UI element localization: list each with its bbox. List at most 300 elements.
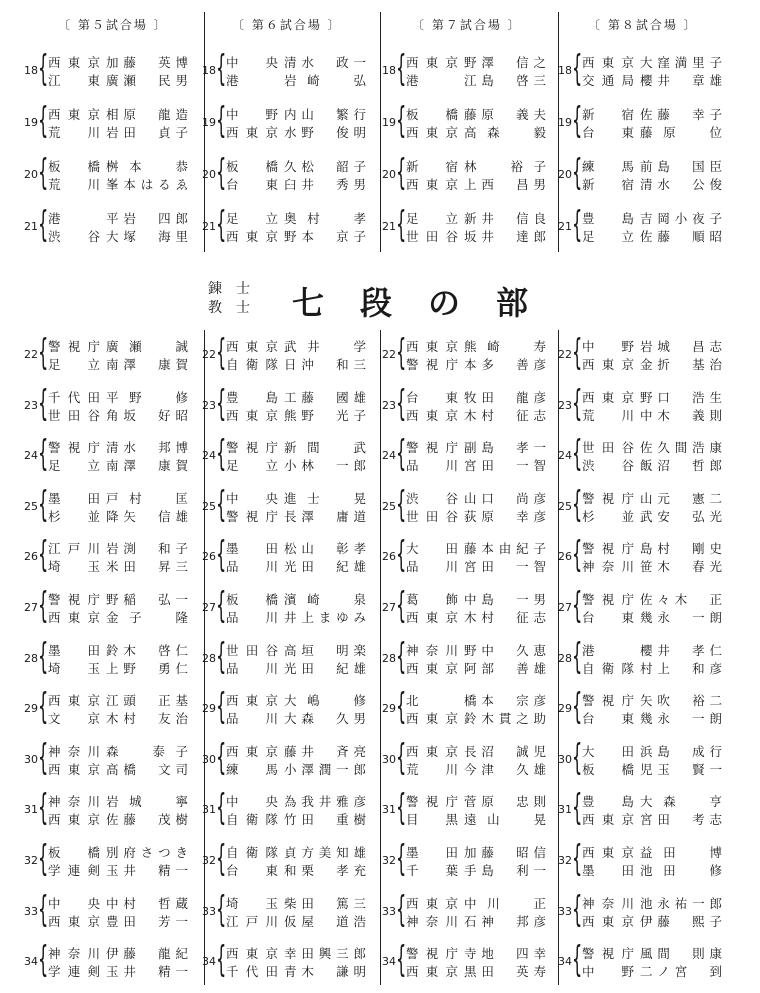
- fighter-prefecture: 警視庁: [582, 592, 634, 607]
- fighter-row: [226, 558, 366, 576]
- match-entry: [194, 787, 369, 831]
- bracket-brace: {: [396, 888, 407, 930]
- match-entry: [550, 939, 725, 983]
- fighter-row: [582, 540, 722, 558]
- fighter-prefecture: 中 央: [48, 895, 100, 911]
- fighter-prefecture: 警視庁: [406, 794, 458, 810]
- match-number: 21: [202, 220, 216, 233]
- fighter-prefecture: 渋 谷: [48, 229, 100, 244]
- fighter-prefecture: 西東京: [406, 339, 458, 354]
- venue-heading-7: 〔 第７試合場 〕: [412, 18, 522, 32]
- fighter-name: 大塚 海里: [106, 229, 188, 244]
- fighter-prefecture: 世田谷: [406, 229, 458, 244]
- match-number: 30: [382, 752, 396, 766]
- fighter-prefecture: 西東京: [582, 55, 634, 70]
- fighter-prefecture: 神奈川: [406, 642, 458, 658]
- match-number: 21: [382, 220, 396, 233]
- match-number: 20: [202, 168, 216, 181]
- match-number: 31: [558, 803, 572, 817]
- fighter-row: [406, 793, 546, 811]
- fighter-prefecture: 世田谷: [226, 642, 278, 658]
- match-number: 19: [202, 116, 216, 129]
- bracket-brace: {: [396, 635, 407, 677]
- fighter-row: [406, 407, 546, 425]
- match-number: 25: [24, 499, 38, 513]
- match-number: 30: [558, 752, 572, 766]
- fighter-prefecture: 足 立: [582, 229, 634, 244]
- fighter-name: 笹木 春光: [640, 559, 722, 575]
- fighter-prefecture: 警視庁: [582, 541, 634, 557]
- match-number: 25: [202, 499, 216, 513]
- fighter-row: [582, 793, 722, 811]
- fighter-row: [406, 660, 546, 678]
- fighter-row: [226, 439, 366, 457]
- fighter-row: [48, 158, 188, 176]
- match-number: 23: [558, 398, 572, 412]
- bracket-brace: {: [396, 48, 407, 89]
- fighter-row: [582, 176, 722, 194]
- bracket-brace: {: [572, 838, 583, 879]
- bracket-brace: {: [572, 332, 583, 373]
- match-entry: [194, 332, 369, 376]
- fighter-row: [226, 743, 366, 761]
- fighter-row: [226, 844, 366, 862]
- fighter-name: 牧田 龍彦: [464, 389, 546, 405]
- fighter-name: 大森 亨: [640, 794, 722, 810]
- match-entry: [550, 483, 725, 528]
- fighter-prefecture: 新 宿: [406, 159, 458, 174]
- bracket-brace: {: [572, 787, 583, 829]
- fighter-name: 加藤 英博: [106, 55, 188, 70]
- bracket-brace: {: [216, 787, 227, 829]
- fighter-prefecture: 新 宿: [582, 107, 634, 122]
- bracket-brace: {: [216, 48, 227, 89]
- fighter-row: [226, 228, 366, 246]
- fighter-prefecture: 荒 川: [48, 125, 100, 140]
- match-number: 27: [382, 601, 396, 614]
- fighter-row: [582, 389, 722, 407]
- fighter-prefecture: 品 川: [226, 660, 278, 676]
- bracket-brace: {: [396, 433, 407, 475]
- fighter-prefecture: 台 東: [226, 863, 278, 878]
- fighter-row: [226, 356, 366, 374]
- fighter-prefecture: 墨 田: [406, 845, 458, 860]
- fighter-row: [226, 913, 366, 931]
- fighter-prefecture: 世田谷: [582, 440, 634, 456]
- fighter-name: 宮田 考志: [640, 812, 722, 828]
- fighter-name: 中木 義則: [640, 407, 722, 423]
- fighter-row: [226, 895, 366, 913]
- venue-heading-6: 〔 第６試合場 〕: [232, 18, 342, 32]
- match-entry: [194, 686, 369, 730]
- match-number: 18: [24, 64, 38, 77]
- fighter-row: [226, 106, 366, 124]
- fighter-row: [406, 106, 546, 124]
- fighter-prefecture: 板 橋: [226, 592, 278, 607]
- fighter-name: 竹田 重樹: [284, 812, 366, 828]
- bracket-brace: {: [396, 382, 407, 424]
- match-number: 28: [24, 651, 38, 665]
- fighter-name: 遠山 晃: [464, 812, 546, 828]
- fighter-row: [582, 913, 722, 931]
- fighter-row: [582, 642, 722, 660]
- bracket-brace: {: [396, 332, 407, 373]
- fighter-prefecture: 西東京: [406, 125, 458, 140]
- fighter-prefecture: 西東京: [226, 229, 278, 244]
- match-entry: [16, 787, 191, 831]
- bracket-brace: {: [216, 534, 227, 576]
- bracket-brace: {: [572, 534, 583, 576]
- bracket-brace: {: [38, 48, 49, 89]
- fighter-row: [48, 862, 188, 880]
- fighter-name: 前島 国臣: [640, 159, 722, 174]
- fighter-name: 荻原 幸彦: [464, 508, 546, 524]
- bottom-section: [0, 330, 760, 993]
- fighter-name: 副島 孝一: [464, 440, 546, 456]
- fighter-prefecture: 台 東: [582, 711, 634, 727]
- fighter-prefecture: 西東京: [226, 743, 278, 759]
- fighter-name: 高橋 文司: [106, 761, 188, 777]
- bracket-brace: {: [572, 888, 583, 930]
- fighter-name: 森 泰子: [106, 743, 188, 759]
- fighter-row: [406, 895, 546, 913]
- rank-label-renshi: 錬 士: [208, 281, 250, 297]
- fighter-row: [582, 72, 722, 90]
- fighter-name: 藤原 位: [640, 125, 722, 140]
- fighter-prefecture: 西東京: [48, 55, 100, 70]
- fighter-prefecture: 中 野: [582, 339, 634, 354]
- match-entry: [194, 483, 369, 528]
- fighter-name: 清水 政一: [284, 55, 366, 70]
- fighter-prefecture: 大 田: [406, 541, 458, 557]
- fighter-name: 平野 修: [106, 389, 188, 405]
- match-entry: [194, 204, 369, 248]
- match-number: 27: [24, 601, 38, 614]
- fighter-row: [226, 591, 366, 609]
- match-number: 23: [24, 398, 38, 412]
- fighter-name: 中川 正: [464, 895, 546, 911]
- fighter-prefecture: 西東京: [48, 761, 100, 777]
- fighter-row: [48, 963, 188, 981]
- fighter-name: 工藤 國雄: [284, 389, 366, 405]
- fighter-prefecture: 台 東: [582, 125, 634, 140]
- fighter-row: [226, 72, 366, 90]
- fighter-name: 藤井 斉亮: [284, 743, 366, 759]
- fighter-row: [582, 945, 722, 963]
- fighter-prefecture: 葛 飾: [406, 592, 458, 607]
- fighter-prefecture: 豊 島: [582, 211, 634, 226]
- fighter-row: [582, 660, 722, 678]
- match-number: 31: [382, 803, 396, 817]
- bracket-brace: {: [38, 787, 49, 829]
- fighter-prefecture: 板 橋: [226, 159, 278, 174]
- bracket-brace: {: [216, 332, 227, 373]
- match-entry: [374, 635, 549, 680]
- fighter-name: 峯本はるゑ: [106, 177, 188, 192]
- fighter-prefecture: 千 葉: [406, 863, 458, 878]
- fighter-row: [226, 540, 366, 558]
- fighter-row: [406, 54, 546, 72]
- fighter-row: [48, 540, 188, 558]
- fighter-row: [226, 389, 366, 407]
- fighter-prefecture: 警視庁: [406, 946, 458, 962]
- fighter-prefecture: 神奈川: [48, 743, 100, 759]
- match-entry: [16, 382, 191, 427]
- fighter-name: 二ノ宮 到: [640, 964, 722, 980]
- fighter-row: [226, 407, 366, 425]
- fighter-name: 佐藤 順昭: [640, 229, 722, 244]
- fighter-prefecture: 西東京: [48, 913, 100, 929]
- fighter-name: 木村 征志: [464, 407, 546, 423]
- fighter-row: [406, 124, 546, 142]
- fighter-name: 南澤 康賀: [106, 458, 188, 474]
- fighter-name: 黒田 英寿: [464, 964, 546, 980]
- fighter-name: 水野 俊明: [284, 125, 366, 140]
- fighter-name: 金折 基治: [640, 357, 722, 372]
- fighter-prefecture: 渋 谷: [582, 458, 634, 474]
- fighter-prefecture: 品 川: [406, 559, 458, 575]
- fighter-row: [226, 811, 366, 829]
- fighter-row: [582, 710, 722, 728]
- fighter-prefecture: 西東京: [582, 812, 634, 828]
- fighter-name: 野澤 信之: [464, 55, 546, 70]
- fighter-prefecture: 自衛隊: [226, 357, 278, 372]
- match-number: 32: [382, 854, 396, 867]
- fighter-row: [226, 609, 366, 627]
- fighter-row: [406, 338, 546, 356]
- fighter-row: [48, 407, 188, 425]
- fighter-row: [406, 490, 546, 508]
- fighter-prefecture: 中 央: [226, 490, 278, 506]
- fighter-row: [582, 558, 722, 576]
- fighter-prefecture: 荒 川: [406, 761, 458, 777]
- fighter-row: [48, 439, 188, 457]
- match-entry: [16, 483, 191, 528]
- fighter-prefecture: 自衛隊: [582, 660, 634, 676]
- bracket-brace: {: [572, 635, 583, 677]
- fighter-name: 矢吹 裕二: [640, 693, 722, 709]
- fighter-row: [582, 158, 722, 176]
- match-number: 29: [24, 702, 38, 716]
- fighter-name: 玉井 精一: [106, 964, 188, 980]
- fighter-name: 上野 勇仁: [106, 660, 188, 676]
- fighter-row: [582, 338, 722, 356]
- fighter-prefecture: 西東京: [406, 55, 458, 70]
- fighter-name: 大窪満里子: [640, 55, 722, 70]
- fighter-name: 山口 尚彦: [464, 490, 546, 506]
- match-number: 25: [558, 499, 572, 513]
- fighter-row: [406, 710, 546, 728]
- fighter-row: [406, 176, 546, 194]
- match-entry: [16, 585, 191, 629]
- match-entry: [194, 888, 369, 933]
- fighter-prefecture: 神奈川: [582, 895, 634, 911]
- match-number: 29: [558, 702, 572, 716]
- match-number: 34: [558, 955, 572, 969]
- fighter-name: 山元 憲二: [640, 490, 722, 506]
- bracket-brace: {: [396, 838, 407, 879]
- fighter-row: [48, 176, 188, 194]
- fighter-row: [226, 710, 366, 728]
- fighter-name: 岩渕 和子: [106, 541, 188, 557]
- fighter-name: 青木 謙明: [284, 964, 366, 980]
- fighter-name: 本多 善彦: [464, 357, 546, 372]
- fighter-prefecture: 江戸川: [226, 913, 278, 929]
- match-entry: [16, 635, 191, 680]
- fighter-prefecture: 中 央: [226, 794, 278, 810]
- fighter-row: [48, 743, 188, 761]
- fighter-row: [226, 54, 366, 72]
- fighter-row: [406, 811, 546, 829]
- fighter-row: [582, 356, 722, 374]
- match-entry: [374, 483, 549, 528]
- fighter-row: [582, 591, 722, 609]
- fighter-prefecture: 豊 島: [582, 794, 634, 810]
- fighter-row: [226, 124, 366, 142]
- fighter-name: 林 裕子: [464, 159, 546, 174]
- bracket-brace: {: [572, 48, 583, 89]
- fighter-name: 加藤 昭信: [464, 845, 546, 860]
- bracket-brace: {: [38, 939, 49, 981]
- match-entry: [550, 635, 725, 680]
- fighter-prefecture: 港: [226, 73, 239, 88]
- fighter-name: 廣瀬 誠: [106, 339, 188, 354]
- fighter-prefecture: 杉 並: [582, 508, 634, 524]
- match-entry: [16, 888, 191, 933]
- fighter-prefecture: 墨 田: [48, 642, 100, 658]
- fighter-prefecture: 西東京: [582, 357, 634, 372]
- fighter-row: [406, 72, 546, 90]
- fighter-prefecture: 江 東: [48, 73, 100, 88]
- fighter-name: 伊藤 熙子: [640, 913, 722, 929]
- fighter-row: [582, 210, 722, 228]
- match-number: 27: [202, 601, 216, 614]
- fighter-name: 光田 紀雄: [284, 559, 366, 575]
- match-entry: [194, 939, 369, 983]
- fighter-row: [226, 210, 366, 228]
- fighter-prefecture: 自衛隊: [226, 845, 278, 860]
- fighter-row: [226, 761, 366, 779]
- fighter-row: [406, 389, 546, 407]
- fighter-row: [226, 963, 366, 981]
- fighter-prefecture: 大 田: [582, 743, 634, 759]
- match-number: 21: [24, 220, 38, 233]
- match-number: 25: [382, 499, 396, 513]
- division-banner: [0, 278, 760, 328]
- fighter-prefecture: 墨 田: [582, 863, 634, 878]
- fighter-prefecture: 千代田: [226, 964, 278, 980]
- bracket-brace: {: [396, 736, 407, 778]
- fighter-prefecture: 警視庁: [48, 592, 100, 607]
- fighter-name: 菅原 忠則: [464, 794, 546, 810]
- fighter-row: [226, 508, 366, 526]
- match-entry: [374, 152, 549, 196]
- match-number: 28: [202, 651, 216, 665]
- match-entry: [550, 838, 725, 882]
- fighter-prefecture: 西東京: [48, 610, 100, 625]
- fighter-prefecture: 西東京: [406, 711, 458, 727]
- match-entry: [550, 204, 725, 248]
- fighter-row: [406, 228, 546, 246]
- division-title: 七段の部: [292, 284, 565, 322]
- match-number: 19: [24, 116, 38, 129]
- fighter-row: [582, 124, 722, 142]
- bracket-brace: {: [216, 100, 227, 141]
- fighter-prefecture: 西東京: [406, 177, 458, 192]
- fighter-name: 宮田 一智: [464, 559, 546, 575]
- fighter-row: [48, 558, 188, 576]
- fighter-prefecture: 警視庁: [226, 440, 278, 456]
- fighter-prefecture: 足 立: [226, 458, 278, 474]
- fighter-row: [406, 457, 546, 475]
- bracket-brace: {: [396, 152, 407, 193]
- fighter-prefecture: 警視庁: [406, 440, 458, 456]
- fighter-name: 鈴木貫之助: [464, 711, 546, 727]
- fighter-name: 藤本由紀子: [464, 541, 546, 557]
- fighter-row: [48, 945, 188, 963]
- fighter-row: [582, 862, 722, 880]
- fighter-row: [226, 692, 366, 710]
- fighter-prefecture: 西東京: [406, 964, 458, 980]
- match-entry: [16, 433, 191, 477]
- fighter-name: 木村 友治: [106, 711, 188, 727]
- fighter-prefecture: 西東京: [226, 946, 278, 962]
- fighter-name: 金子 隆: [106, 610, 188, 625]
- fighter-name: 清水 公俊: [640, 177, 722, 192]
- bracket-brace: {: [38, 686, 49, 728]
- fighter-name: 光田 紀雄: [284, 660, 366, 676]
- rank-label-kyoshi: 教 士: [208, 300, 250, 316]
- match-number: 29: [382, 702, 396, 716]
- fighter-row: [48, 457, 188, 475]
- match-entry: [194, 534, 369, 578]
- match-number: 20: [558, 168, 572, 181]
- fighter-prefecture: 杉 並: [48, 508, 100, 524]
- match-number: 34: [24, 955, 38, 969]
- fighter-row: [406, 508, 546, 526]
- fighter-name: 武安 弘光: [640, 508, 722, 524]
- fighter-row: [48, 609, 188, 627]
- fighter-name: 内山 繁行: [284, 107, 366, 122]
- match-entry: [374, 787, 549, 831]
- fighter-name: 別府さつき: [106, 845, 188, 860]
- fighter-name: 降矢 信雄: [106, 508, 188, 524]
- fighter-row: [48, 228, 188, 246]
- fighter-prefecture: 西東京: [226, 693, 278, 709]
- fighter-name: 櫻井 孝仁: [640, 642, 722, 658]
- fighter-row: [48, 761, 188, 779]
- fighter-name: 角坂 好昭: [106, 407, 188, 423]
- bracket-brace: {: [572, 736, 583, 778]
- fighter-row: [406, 945, 546, 963]
- bracket-brace: {: [38, 736, 49, 778]
- fighter-row: [406, 844, 546, 862]
- fighter-name: 上西 昌男: [464, 177, 546, 192]
- fighter-name: 仮屋 道浩: [284, 913, 366, 929]
- fighter-prefecture: 港: [48, 211, 61, 226]
- match-entry: [16, 204, 191, 248]
- fighter-prefecture: 足 立: [48, 357, 100, 372]
- match-entry: [194, 635, 369, 680]
- match-entry: [550, 382, 725, 427]
- bracket-brace: {: [572, 100, 583, 141]
- fighter-name: 藤原 義夫: [464, 107, 546, 122]
- bracket-brace: {: [216, 635, 227, 677]
- match-number: 26: [202, 550, 216, 564]
- bracket-brace: {: [216, 736, 227, 778]
- fighter-row: [582, 743, 722, 761]
- fighter-prefecture: 西東京: [406, 895, 458, 911]
